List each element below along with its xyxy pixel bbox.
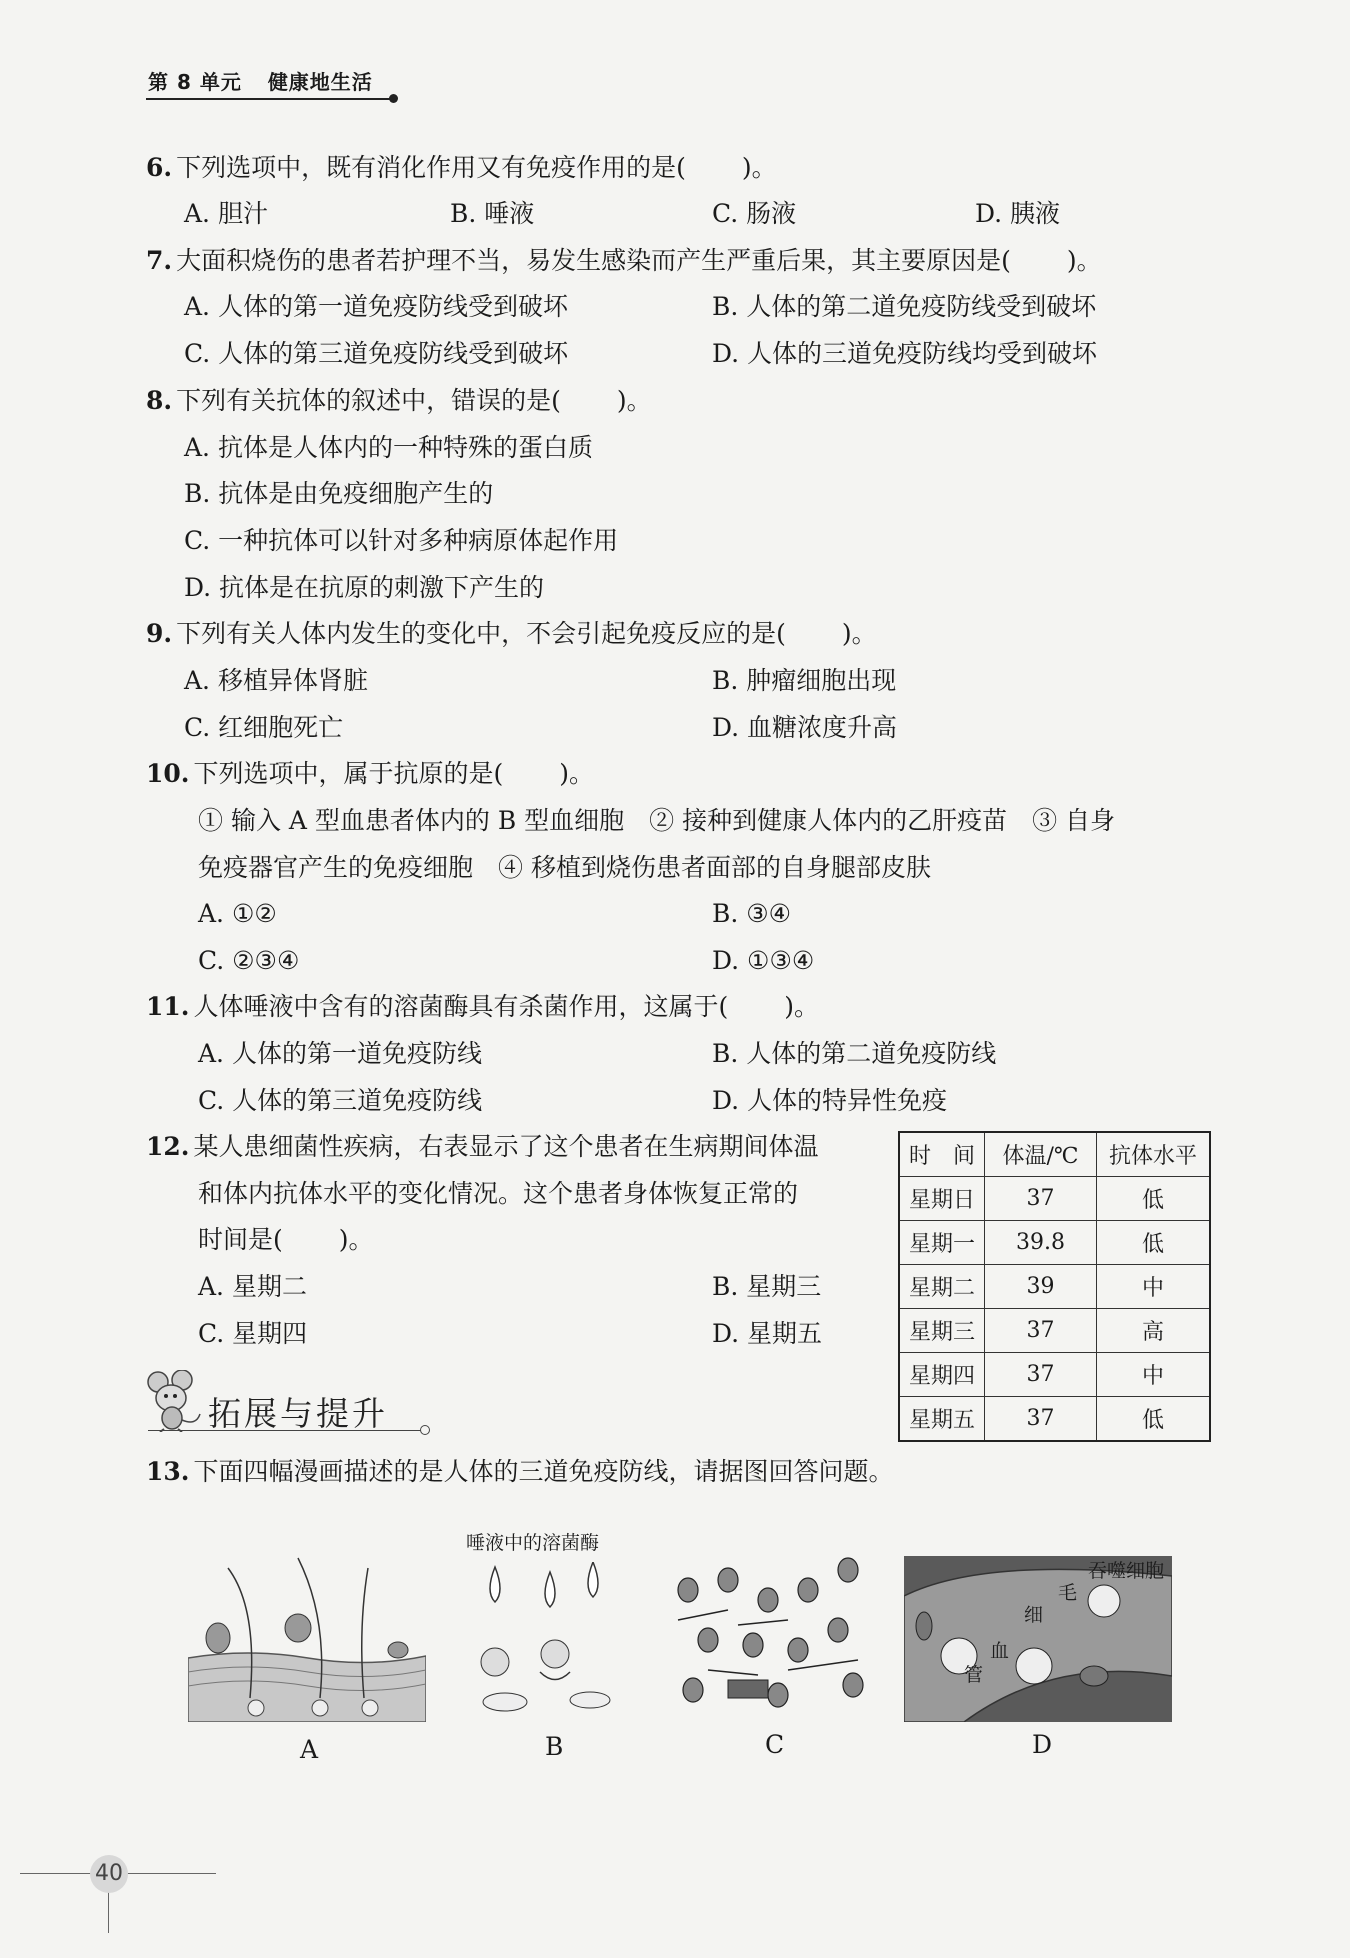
table-cell: 39.8	[985, 1221, 1097, 1265]
table-cell: 星期日	[899, 1177, 985, 1221]
question-end: )。	[338, 1225, 374, 1254]
temperature-antibody-table	[898, 1131, 1211, 1442]
figure-b-saliva-enzyme	[465, 1562, 623, 1722]
question-11	[146, 990, 819, 1024]
table-header: 时 间	[899, 1132, 985, 1177]
question-8	[146, 384, 652, 418]
option-8b: B. 抗体是由免疫细胞产生的	[184, 479, 494, 508]
table-cell: 星期三	[899, 1309, 985, 1353]
question-end: )。	[841, 619, 877, 648]
option-7d: D. 人体的三道免疫防线均受到破坏	[712, 339, 1098, 368]
option-11c: C. 人体的第三道免疫防线	[198, 1086, 483, 1115]
figure-caption-d: D	[1032, 1730, 1053, 1759]
option-8c: C. 一种抗体可以针对多种病原体起作用	[184, 526, 619, 555]
question-end: )。	[559, 759, 595, 788]
question-7	[146, 244, 1102, 278]
table-cell: 中	[1097, 1353, 1211, 1397]
question-stem: 下列有关抗体的叙述中，错误的是(	[176, 386, 561, 415]
question-10-item-line2: 免疫器官产生的免疫细胞 ④ 移植到烧伤患者面部的自身腿部皮肤	[198, 853, 931, 882]
option-8a: A. 抗体是人体内的一种特殊的蛋白质	[184, 433, 593, 462]
question-10-item-line1: ① 输入 A 型血患者体内的 B 型血细胞 ② 接种到健康人体内的乙肝疫苗 ③ 自身	[198, 806, 1116, 835]
unit-label: 第 8 单元	[148, 70, 242, 94]
option-12c: C. 星期四	[198, 1319, 308, 1348]
table-row	[899, 1177, 1210, 1221]
capillary-label-char: 毛	[1058, 1582, 1078, 1604]
table-row	[899, 1309, 1210, 1353]
table-cell: 高	[1097, 1309, 1211, 1353]
table-cell: 37	[985, 1309, 1097, 1353]
table-cell: 低	[1097, 1397, 1211, 1442]
question-12-line2: 和体内抗体水平的变化情况。这个患者身体恢复正常的	[198, 1179, 799, 1208]
table-cell: 37	[985, 1353, 1097, 1397]
option-6b: B. 唾液	[450, 199, 535, 228]
figure-a-skin-barrier	[188, 1548, 426, 1722]
capillary-label-char: 管	[964, 1664, 984, 1686]
question-stem-end: 时间是(	[198, 1225, 283, 1254]
question-end: )。	[784, 992, 820, 1021]
option-11b: B. 人体的第二道免疫防线	[712, 1039, 997, 1068]
option-8d: D. 抗体是在抗原的刺激下产生的	[184, 573, 545, 602]
option-9a: A. 移植异体肾脏	[184, 666, 368, 695]
table-cell: 低	[1097, 1221, 1211, 1265]
section-rule	[148, 1430, 423, 1431]
option-11d: D. 人体的特异性免疫	[712, 1086, 948, 1115]
question-stem: 下列有关人体内发生的变化中，不会引起免疫反应的是(	[176, 619, 786, 648]
question-stem: 下列选项中，属于抗原的是(	[193, 759, 504, 788]
option-7a: A. 人体的第一道免疫防线受到破坏	[184, 292, 568, 321]
table-header-row	[899, 1132, 1210, 1177]
question-end: )。	[616, 386, 652, 415]
option-12b: B. 星期三	[712, 1272, 822, 1301]
question-13	[146, 1455, 894, 1489]
section-rule-dot	[420, 1425, 430, 1435]
table-cell: 星期一	[899, 1221, 985, 1265]
option-10d: D. ①③④	[712, 946, 815, 975]
question-stem: 下面四幅漫画描述的是人体的三道免疫防线，请据图回答问题。	[193, 1457, 894, 1486]
question-stem: 人体唾液中含有的溶菌酶具有杀菌作用，这属于(	[193, 992, 729, 1021]
question-number: 7.	[146, 246, 173, 275]
option-6c: C. 肠液	[712, 199, 797, 228]
option-7b: B. 人体的第二道免疫防线受到破坏	[712, 292, 1097, 321]
question-number: 9.	[146, 619, 173, 648]
mouse-mascot-icon	[144, 1370, 204, 1432]
question-number: 12.	[146, 1132, 190, 1161]
question-stem: 某人患细菌性疾病，右表显示了这个患者在生病期间体温	[193, 1132, 819, 1161]
figure-caption-b: B	[545, 1732, 564, 1761]
header-rule-dot	[389, 94, 398, 103]
question-6	[146, 151, 777, 185]
question-number: 8.	[146, 386, 173, 415]
header-rule	[146, 98, 394, 100]
question-number: 6.	[146, 153, 173, 182]
question-end: )。	[741, 153, 777, 182]
option-10a: A. ①②	[198, 899, 277, 928]
saliva-enzyme-label: 唾液中的溶菌酶	[466, 1532, 600, 1554]
table-header: 抗体水平	[1097, 1132, 1211, 1177]
table-row	[899, 1397, 1210, 1442]
question-stem: 下列选项中，既有消化作用又有免疫作用的是(	[176, 153, 686, 182]
option-12a: A. 星期二	[198, 1272, 307, 1301]
option-10b: B. ③④	[712, 899, 792, 928]
capillary-label-char: 细	[1024, 1604, 1044, 1626]
table-cell: 星期四	[899, 1353, 985, 1397]
option-9d: D. 血糖浓度升高	[712, 713, 898, 742]
table-row	[899, 1265, 1210, 1309]
question-number: 13.	[146, 1457, 190, 1486]
page-header	[148, 66, 391, 95]
table-row	[899, 1353, 1210, 1397]
phagocyte-label: 吞噬细胞	[1088, 1560, 1165, 1582]
option-9c: C. 红细胞死亡	[184, 713, 344, 742]
table-cell: 中	[1097, 1265, 1211, 1309]
option-9b: B. 肿瘤细胞出现	[712, 666, 897, 695]
table-cell: 37	[985, 1177, 1097, 1221]
question-12	[146, 1130, 819, 1164]
capillary-label-char: 血	[990, 1640, 1010, 1662]
option-10c: C. ②③④	[198, 946, 300, 975]
question-number: 10.	[146, 759, 190, 788]
option-6a: A. 胆汁	[184, 199, 268, 228]
page-number: 40	[90, 1855, 128, 1893]
question-end: )。	[1066, 246, 1102, 275]
question-stem: 大面积烧伤的患者若护理不当，易发生感染而产生严重后果，其主要原因是(	[176, 246, 1011, 275]
table-header: 体温/℃	[985, 1132, 1097, 1177]
question-9	[146, 617, 877, 651]
table-cell: 39	[985, 1265, 1097, 1309]
option-6d: D. 胰液	[975, 199, 1061, 228]
question-10	[146, 757, 594, 791]
table-cell: 星期五	[899, 1397, 985, 1442]
option-12d: D. 星期五	[712, 1319, 823, 1348]
option-11a: A. 人体的第一道免疫防线	[198, 1039, 482, 1068]
question-12-line3	[198, 1223, 374, 1257]
figure-caption-a: A	[300, 1735, 319, 1764]
figure-caption-c: C	[765, 1730, 785, 1759]
table-cell: 星期二	[899, 1265, 985, 1309]
option-7c: C. 人体的第三道免疫防线受到破坏	[184, 339, 569, 368]
table-cell: 低	[1097, 1177, 1211, 1221]
table-cell: 37	[985, 1397, 1097, 1442]
figure-c-immune-battle	[668, 1550, 876, 1720]
table-row	[899, 1221, 1210, 1265]
unit-title: 健康地生活	[267, 70, 373, 94]
question-number: 11.	[146, 992, 190, 1021]
section-title: 拓展与提升	[208, 1394, 388, 1433]
